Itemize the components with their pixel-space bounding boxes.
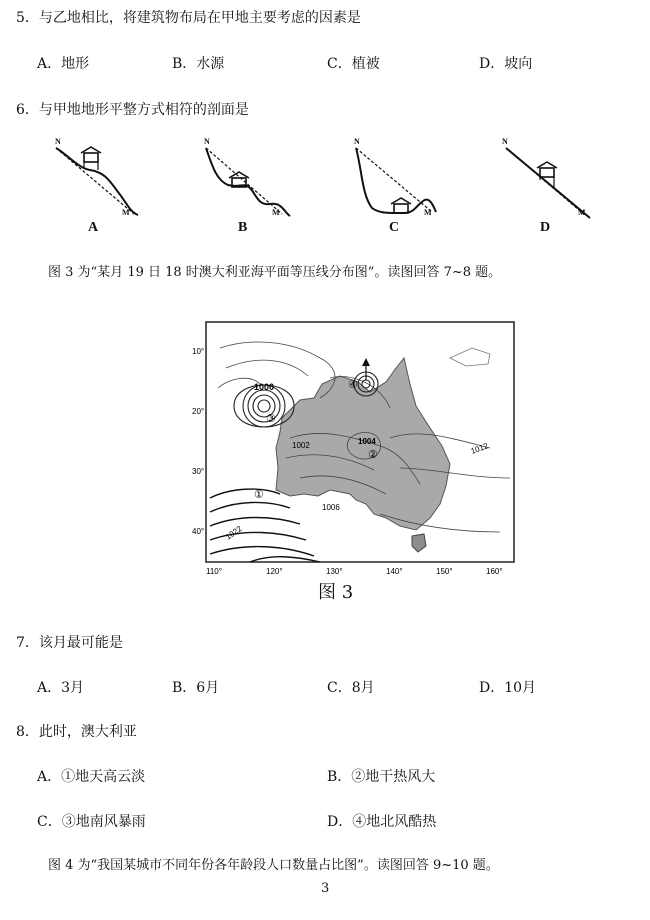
- profile-c-n: N: [354, 137, 360, 146]
- isobar-1022: 1022: [223, 524, 244, 542]
- lon-label-140: 140°: [386, 567, 403, 576]
- lat-label-20: 20°: [192, 407, 205, 416]
- profile-c-label: C: [389, 220, 400, 235]
- profile-d-m: M: [578, 208, 586, 217]
- profile-c-m: M: [424, 208, 432, 217]
- profile-b-label: B: [238, 220, 248, 235]
- page-number: 3: [321, 881, 330, 896]
- profile-b-n: N: [204, 137, 210, 146]
- lon-label-120: 120°: [266, 567, 283, 576]
- q5-option-c: C．植被: [327, 56, 380, 72]
- profile-a-diagram: [48, 140, 148, 230]
- q5-stem: 5．与乙地相比，将建筑物布局在甲地主要考虑的因素是: [16, 10, 361, 26]
- lat-label-10: 10°: [192, 347, 205, 356]
- q5-option-d: D．坡向: [479, 56, 533, 72]
- profile-d-label: D: [540, 220, 551, 235]
- marker-1: ①: [254, 489, 264, 501]
- isobar-1012: 1012: [469, 441, 490, 456]
- marker-2: ②: [368, 449, 378, 461]
- lon-label-150: 150°: [436, 567, 453, 576]
- lat-label-30: 30°: [192, 467, 205, 476]
- q7-option-c: C．8月: [327, 680, 375, 696]
- q8-stem: 8．此时，澳大利亚: [16, 724, 137, 740]
- fig3-intro: 图 3 为“某月 19 日 18 时澳大利亚海平面等压线分布图”。读图回答 7~8 题。: [48, 265, 502, 280]
- profile-a-m: M: [122, 208, 130, 217]
- profile-a-n: N: [55, 137, 61, 146]
- marker-3: ③: [266, 413, 276, 425]
- isobar-1000: 1000: [254, 382, 275, 392]
- q8-option-c: C．③地南风暴雨: [37, 814, 146, 830]
- q7-option-d: D．10月: [479, 680, 537, 696]
- lat-label-40: 40°: [192, 527, 205, 536]
- profile-b-diagram: [198, 140, 298, 230]
- q7-stem: 7．该月最可能是: [16, 635, 123, 651]
- q8-option-a: A．①地天高云淡: [37, 769, 146, 785]
- q8-option-d: D．④地北风酷热: [327, 814, 437, 830]
- q7-option-a: A．3月: [37, 680, 85, 696]
- profile-b-m: M: [272, 208, 280, 217]
- isobar-1004: 1004: [358, 437, 376, 446]
- q8-option-b: B．②地干热风大: [327, 769, 436, 785]
- profile-c-diagram: [348, 140, 448, 230]
- profile-d-n: N: [502, 137, 508, 146]
- q6-stem: 6．与甲地地形平整方式相符的剖面是: [16, 102, 249, 118]
- isobar-1002: 1002: [292, 441, 310, 450]
- isobar-1006: 1006: [322, 503, 340, 512]
- q5-option-b: B．水源: [172, 56, 225, 72]
- lon-label-130: 130°: [326, 567, 343, 576]
- q7-option-b: B．6月: [172, 680, 220, 696]
- fig3-caption: 图 3: [318, 582, 354, 603]
- profile-a-label: A: [88, 220, 99, 235]
- marker-4: ④: [348, 379, 358, 391]
- fig4-intro: 图 4 为“我国某城市不同年份各年龄段人口数量占比图”。读图回答 9~10 题。: [48, 858, 499, 873]
- lon-label-160: 160°: [486, 567, 503, 576]
- q5-option-a: A．地形: [37, 56, 90, 72]
- lon-label-110: 110°: [206, 567, 222, 576]
- isobar-map: [190, 318, 520, 580]
